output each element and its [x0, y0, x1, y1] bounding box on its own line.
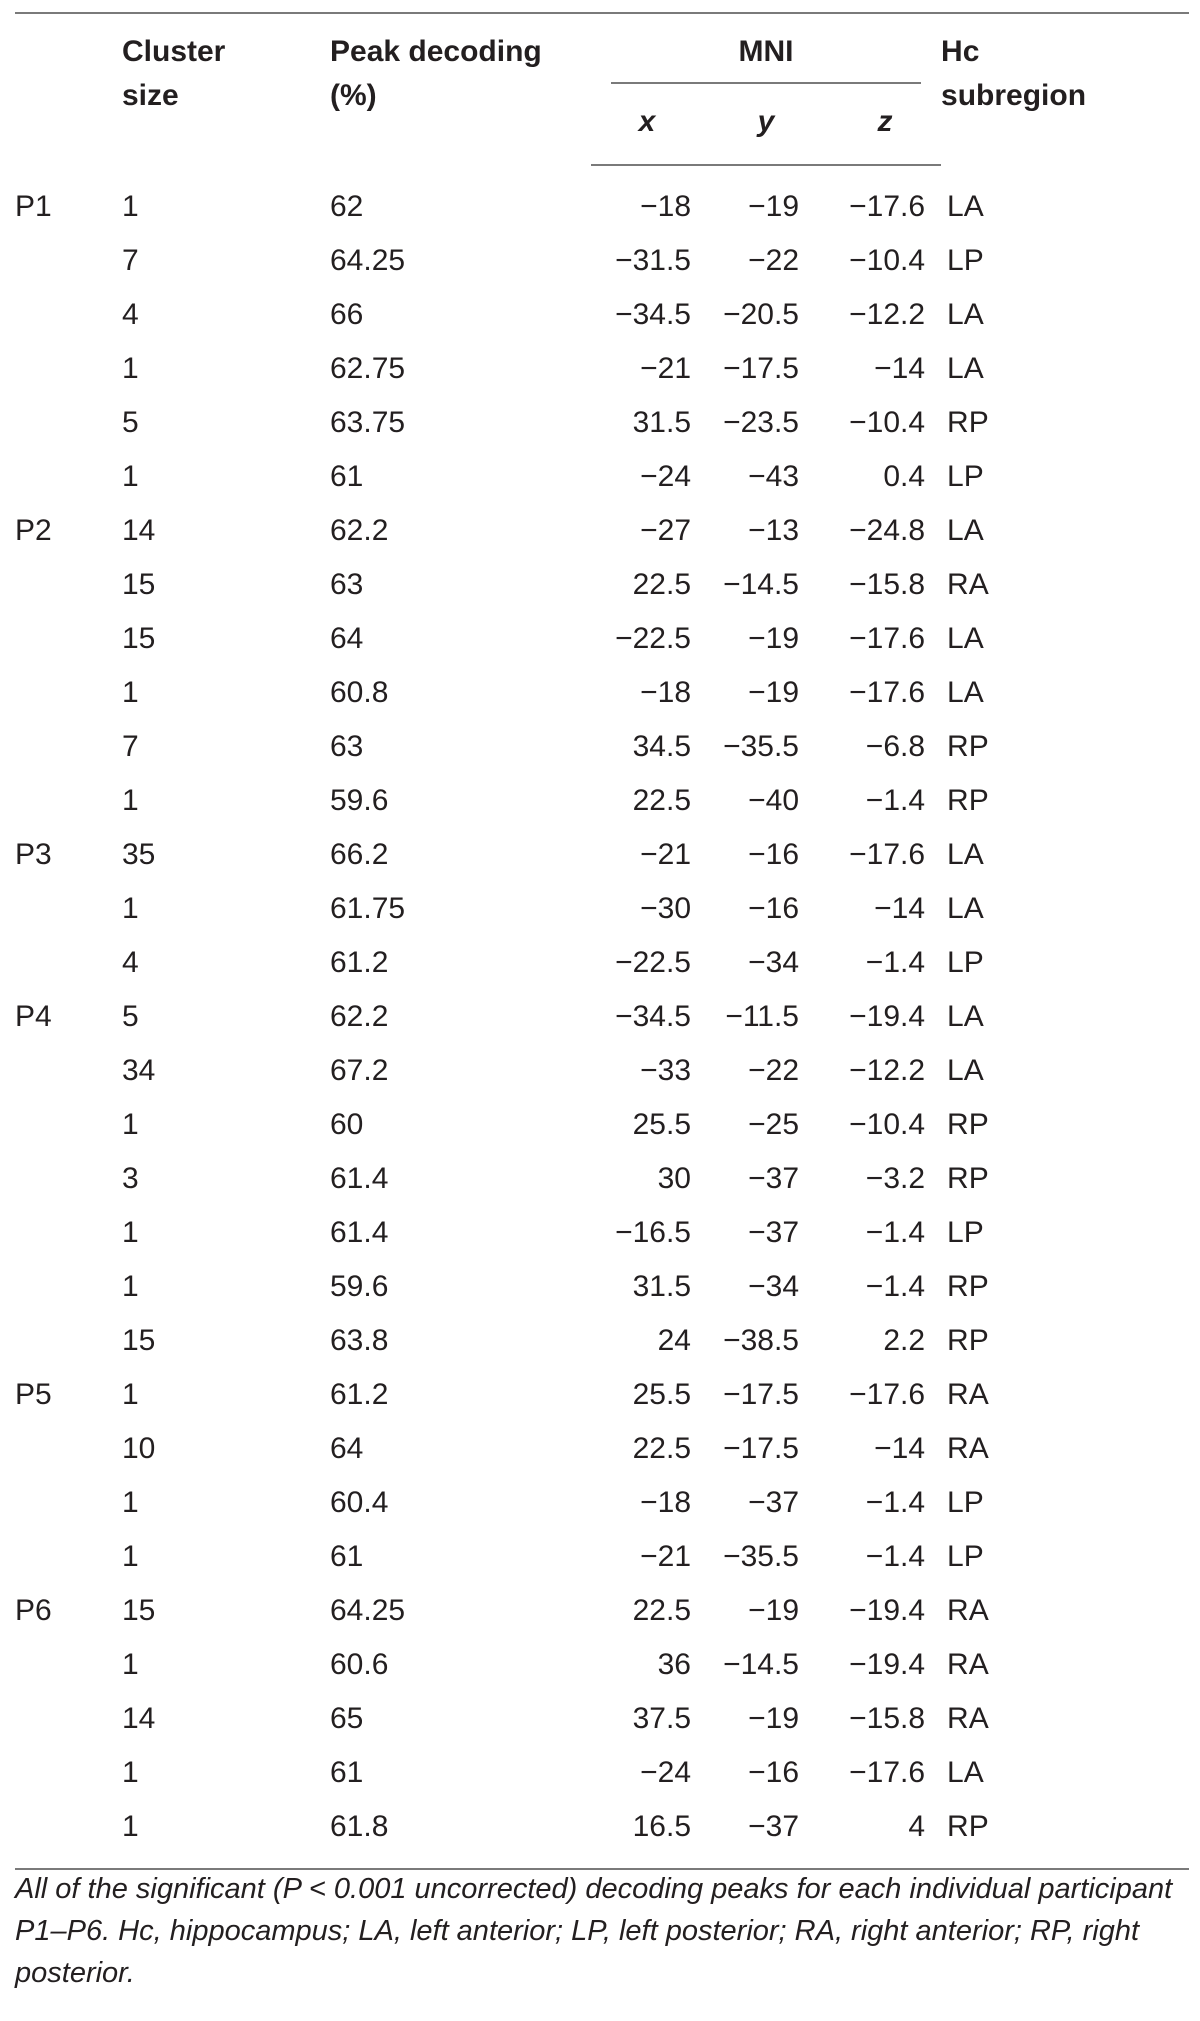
cell-peak-decoding: 62.2: [330, 1000, 389, 1033]
cell-peak-decoding: 64: [330, 622, 364, 655]
cell-mni-z: 0.4: [883, 460, 926, 493]
cell-participant: P4: [15, 1000, 52, 1033]
cell-participant: [15, 450, 120, 504]
cell-participant: P5: [15, 1378, 52, 1411]
cell-mni-x: 24: [657, 1324, 691, 1357]
cell-participant: P1: [15, 189, 52, 223]
table-row: [15, 450, 1189, 504]
cell-hc-subregion: LA: [947, 1054, 984, 1087]
cell-hc-subregion: RA: [947, 1594, 989, 1627]
cell-cluster-size: 1: [122, 784, 139, 817]
cell-mni-z: −1.4: [865, 946, 926, 979]
table-row: [15, 1260, 1189, 1314]
cell-mni-y: −40: [748, 784, 799, 817]
header-participant: [15, 13, 120, 165]
cell-peak-decoding: 60.4: [330, 1486, 389, 1519]
cell-mni-x: 36: [657, 1648, 691, 1681]
cell-mni-x: 22.5: [632, 784, 691, 817]
cell-hc-subregion: LP: [947, 1216, 984, 1249]
cell-hc-subregion: LA: [947, 892, 984, 925]
cell-mni-y: −17.5: [723, 352, 799, 385]
table-row: [15, 1746, 1189, 1800]
cell-peak-decoding: 61: [330, 1540, 364, 1573]
cell-hc-subregion: LA: [947, 676, 984, 709]
cell-peak-decoding: 64.25: [330, 1594, 406, 1627]
cell-peak-decoding: 67.2: [330, 1054, 389, 1087]
cell-mni-y: −35.5: [723, 730, 799, 763]
table-row: [15, 1368, 1189, 1422]
cell-hc-subregion: LA: [947, 1000, 984, 1033]
cell-mni-x: 31.5: [632, 1270, 691, 1303]
table-row: [15, 774, 1189, 828]
cell-cluster-size: 1: [122, 352, 139, 385]
cell-mni-z: −17.6: [849, 622, 926, 655]
header-peak-decoding-label: Peak decoding (%): [330, 35, 542, 112]
cell-mni-z: −3.2: [865, 1162, 926, 1195]
cell-mni-y: −16: [748, 1756, 799, 1789]
cell-participant: [15, 1530, 120, 1584]
table-row: [15, 1422, 1189, 1476]
table-row: [15, 1584, 1189, 1638]
cell-peak-decoding: 61: [330, 460, 364, 493]
cell-participant: [15, 288, 120, 342]
cell-mni-y: −19: [748, 622, 799, 655]
cell-participant: [15, 1152, 120, 1206]
cell-hc-subregion: LP: [947, 1540, 984, 1573]
cell-mni-z: −15.8: [849, 568, 926, 601]
cell-peak-decoding: 61.8: [330, 1800, 591, 1869]
cell-participant: [15, 882, 120, 936]
cell-mni-z: −14: [874, 892, 926, 925]
cell-cluster-size: 10: [122, 1432, 156, 1465]
cell-mni-x: 22.5: [632, 1594, 691, 1627]
cell-mni-y: −16: [748, 838, 799, 871]
cell-cluster-size: 1: [122, 1108, 139, 1141]
cell-peak-decoding: 60.6: [330, 1648, 389, 1681]
header-cluster-size: [120, 13, 330, 165]
cell-cluster-size: 4: [122, 298, 139, 331]
cell-participant: [15, 558, 120, 612]
header-mni: [591, 13, 941, 84]
cell-mni-z: −19.4: [849, 1648, 926, 1681]
cell-hc-subregion: RA: [947, 1702, 989, 1735]
cell-mni-y: −37: [748, 1216, 799, 1249]
cell-hc-subregion: LA: [947, 352, 984, 385]
cell-mni-x: −21: [640, 838, 691, 871]
table-header: [15, 13, 1189, 165]
cell-mni-x: −18: [640, 190, 691, 223]
cell-mni-y: −37: [748, 1486, 799, 1519]
cell-peak-decoding: 61.75: [330, 892, 406, 925]
cell-cluster-size: 5: [122, 406, 139, 439]
cell-cluster-size: 15: [122, 622, 156, 655]
cell-cluster-size: 15: [122, 1324, 156, 1357]
table-row: [15, 936, 1189, 990]
cell-peak-decoding: 66: [330, 298, 364, 331]
cell-mni-z: −19.4: [849, 1000, 926, 1033]
cell-mni-x: −31.5: [615, 244, 691, 277]
cell-hc-subregion: RP: [947, 784, 989, 817]
cell-hc-subregion: RP: [947, 730, 989, 763]
cell-participant: [15, 936, 120, 990]
table-row: [15, 1530, 1189, 1584]
cell-peak-decoding: 64.25: [330, 244, 406, 277]
cell-mni-z: −1.4: [865, 1540, 926, 1573]
cell-participant: [15, 666, 120, 720]
cell-participant: [15, 234, 120, 288]
cell-peak-decoding: 60: [330, 1108, 364, 1141]
cell-hc-subregion: LA: [947, 514, 984, 547]
cell-cluster-size: 1: [122, 1648, 139, 1681]
header-y: y: [703, 84, 829, 165]
cell-mni-y: −14.5: [723, 1648, 799, 1681]
header-hc-subregion: [941, 13, 1189, 165]
cell-peak-decoding: 65: [330, 1702, 364, 1735]
cell-peak-decoding: 64: [330, 1432, 364, 1465]
cell-mni-z: −10.4: [849, 1108, 926, 1141]
cell-participant: [15, 1044, 120, 1098]
cell-mni-y: −37: [703, 1800, 829, 1869]
cell-mni-x: −24: [640, 460, 691, 493]
table-row: [15, 1206, 1189, 1260]
table-row: [15, 165, 1189, 234]
cell-peak-decoding: 62: [330, 189, 364, 223]
cell-mni-z: −1.4: [865, 1216, 926, 1249]
cell-hc-subregion: LA: [947, 622, 984, 655]
cell-mni-z: 2.2: [883, 1324, 926, 1357]
table-row: [15, 288, 1189, 342]
cell-mni-z: −10.4: [849, 406, 926, 439]
table-row: [15, 828, 1189, 882]
cell-cluster-size: 1: [122, 1216, 139, 1249]
cell-hc-subregion: LP: [947, 460, 984, 493]
cell-mni-x: −21: [640, 352, 691, 385]
header-z: z: [829, 84, 941, 165]
cell-mni-z: −17.6: [849, 676, 926, 709]
cell-participant: [15, 1746, 120, 1800]
table-row: [15, 342, 1189, 396]
cell-hc-subregion: LA: [947, 1756, 984, 1789]
table-footnote: All of the significant (P < 0.001 uncorrected) decoding peaks for each individual participant P1–P6. Hc, hippocampus; LA, left anterior; LP, left posterior; RA, right anterior; RP, right posterior.: [15, 1873, 1173, 1989]
cell-cluster-size: 35: [122, 838, 156, 871]
cell-mni-z: 4: [829, 1800, 941, 1869]
cell-peak-decoding: 61.4: [330, 1162, 389, 1195]
cell-cluster-size: 7: [122, 244, 139, 277]
cell-cluster-size: 1: [122, 1756, 139, 1789]
table-row: [15, 1044, 1189, 1098]
table-row: [15, 1314, 1189, 1368]
cell-mni-y: −19: [748, 190, 799, 223]
cell-mni-y: −37: [748, 1162, 799, 1195]
cell-participant: P3: [15, 838, 52, 871]
cell-participant: [15, 774, 120, 828]
cell-peak-decoding: 62.75: [330, 352, 406, 385]
cell-peak-decoding: 61.2: [330, 946, 389, 979]
cell-cluster-size: 14: [122, 514, 156, 547]
table-row: [15, 612, 1189, 666]
cell-mni-z: −15.8: [849, 1702, 926, 1735]
table-body: [15, 165, 1189, 1869]
cell-mni-z: −10.4: [849, 244, 926, 277]
cell-mni-z: −14: [874, 352, 926, 385]
cell-participant: [15, 396, 120, 450]
cell-peak-decoding: 63.8: [330, 1324, 389, 1357]
cell-mni-y: −38.5: [723, 1324, 799, 1357]
cell-cluster-size: 7: [122, 730, 139, 763]
cell-mni-y: −16: [748, 892, 799, 925]
cell-mni-z: −24.8: [849, 514, 926, 547]
cell-peak-decoding: 63: [330, 730, 364, 763]
table-row: [15, 396, 1189, 450]
table-row: [15, 1800, 1189, 1869]
cell-cluster-size: 3: [122, 1162, 139, 1195]
cell-participant: [15, 1692, 120, 1746]
cell-hc-subregion: RA: [947, 1648, 989, 1681]
cell-mni-z: −6.8: [865, 730, 926, 763]
cell-participant: [15, 342, 120, 396]
cell-mni-z: −17.6: [849, 1756, 926, 1789]
cell-peak-decoding: 59.6: [330, 1270, 389, 1303]
cell-mni-x: 22.5: [632, 568, 691, 601]
cell-mni-x: −24: [640, 1756, 691, 1789]
cell-peak-decoding: 61.2: [330, 1378, 389, 1411]
cell-cluster-size: 15: [122, 568, 156, 601]
cell-participant: [15, 720, 120, 774]
cell-cluster-size: 1: [122, 1378, 139, 1411]
cell-mni-x: 34.5: [632, 730, 691, 763]
cell-mni-z: −17.6: [849, 838, 926, 871]
cell-cluster-size: 1: [122, 460, 139, 493]
cell-mni-y: −43: [748, 460, 799, 493]
cell-mni-y: −14.5: [723, 568, 799, 601]
cell-mni-y: −23.5: [723, 406, 799, 439]
cell-mni-x: 25.5: [632, 1108, 691, 1141]
cell-mni-z: −1.4: [865, 784, 926, 817]
cell-hc-subregion: RP: [947, 406, 989, 439]
cell-mni-x: −16.5: [615, 1216, 691, 1249]
cell-mni-y: −17.5: [723, 1378, 799, 1411]
cell-peak-decoding: 62.2: [330, 514, 389, 547]
cell-cluster-size: 15: [122, 1594, 156, 1627]
cell-mni-z: −17.6: [849, 190, 926, 223]
cell-mni-x: 16.5: [591, 1800, 703, 1869]
cell-mni-x: 25.5: [632, 1378, 691, 1411]
cell-mni-y: −11.5: [725, 1000, 799, 1033]
cell-cluster-size: 5: [122, 1000, 139, 1033]
cell-hc-subregion: LP: [947, 1486, 984, 1519]
cell-cluster-size: 1: [122, 1486, 139, 1519]
cell-cluster-size: 1: [122, 892, 139, 925]
cell-cluster-size: 1: [120, 1800, 330, 1869]
cell-mni-x: −22.5: [615, 946, 691, 979]
header-x: x: [591, 84, 703, 165]
table-row: [15, 1638, 1189, 1692]
cell-participant: [15, 1260, 120, 1314]
cell-mni-x: −33: [640, 1054, 691, 1087]
cell-participant: [15, 1638, 120, 1692]
cell-cluster-size: 1: [122, 189, 139, 223]
header-peak-decoding: [330, 13, 591, 165]
cell-mni-y: −20.5: [723, 298, 799, 331]
cell-hc-subregion: LP: [947, 946, 984, 979]
cell-hc-subregion: RA: [947, 1432, 989, 1465]
cell-mni-x: −34.5: [615, 298, 691, 331]
cell-mni-x: −30: [640, 892, 691, 925]
cell-peak-decoding: 61.4: [330, 1216, 389, 1249]
cell-hc-subregion: RP: [947, 1108, 989, 1141]
cell-mni-y: −22: [748, 244, 799, 277]
table-row: [15, 666, 1189, 720]
cell-cluster-size: 1: [122, 1270, 139, 1303]
table-row: [15, 1692, 1189, 1746]
cell-mni-z: −19.4: [849, 1594, 926, 1627]
cell-peak-decoding: 61: [330, 1756, 364, 1789]
table-row: [15, 234, 1189, 288]
table-row: [15, 1152, 1189, 1206]
cell-participant: [15, 1800, 120, 1869]
cell-mni-x: 30: [657, 1162, 691, 1195]
cell-cluster-size: 34: [122, 1054, 156, 1087]
table-row: [15, 1476, 1189, 1530]
cell-participant: [15, 612, 120, 666]
cell-hc-subregion: LP: [947, 244, 984, 277]
cell-mni-x: −21: [640, 1540, 691, 1573]
cell-hc-subregion: RP: [947, 1162, 989, 1195]
cell-mni-x: 22.5: [632, 1432, 691, 1465]
cell-peak-decoding: 63: [330, 568, 364, 601]
cell-mni-y: −17.5: [723, 1432, 799, 1465]
cell-participant: [15, 1098, 120, 1152]
cell-mni-z: −17.6: [849, 1378, 926, 1411]
table-row: [15, 720, 1189, 774]
cell-hc-subregion: RP: [947, 1324, 989, 1357]
cell-hc-subregion: RA: [947, 568, 989, 601]
cell-mni-z: −14: [874, 1432, 926, 1465]
cell-participant: P2: [15, 514, 52, 547]
cell-mni-y: −13: [748, 514, 799, 547]
cell-peak-decoding: 63.75: [330, 406, 406, 439]
cell-mni-y: −34: [748, 946, 799, 979]
cell-participant: [15, 1206, 120, 1260]
cell-hc-subregion: RP: [947, 1270, 989, 1303]
cell-mni-y: −35.5: [723, 1540, 799, 1573]
cell-peak-decoding: 66.2: [330, 838, 389, 871]
cell-participant: P6: [15, 1594, 52, 1627]
cell-participant: [15, 1476, 120, 1530]
cell-hc-subregion: LA: [947, 838, 984, 871]
cell-cluster-size: 14: [122, 1702, 156, 1735]
header-cluster-size-label: Cluster size: [122, 35, 226, 112]
cell-mni-x: −18: [640, 1486, 691, 1519]
header-mni-label: MNI: [738, 35, 794, 68]
header-row: [15, 13, 1189, 84]
cell-participant: [15, 1422, 120, 1476]
cell-mni-z: −12.2: [849, 298, 926, 331]
cell-mni-y: −34: [748, 1270, 799, 1303]
cell-mni-y: −25: [748, 1108, 799, 1141]
cell-hc-subregion: LA: [947, 189, 984, 223]
cell-mni-z: −1.4: [865, 1486, 926, 1519]
cell-mni-y: −19: [748, 1594, 799, 1627]
cell-mni-z: −1.4: [865, 1270, 926, 1303]
cell-peak-decoding: 60.8: [330, 676, 389, 709]
table-row: [15, 990, 1189, 1044]
cell-hc-subregion: RA: [947, 1378, 989, 1411]
cell-mni-x: 31.5: [632, 406, 691, 439]
cell-cluster-size: 1: [122, 676, 139, 709]
cell-peak-decoding: 59.6: [330, 784, 389, 817]
results-table: [15, 12, 1189, 1870]
cell-mni-x: −22.5: [615, 622, 691, 655]
table-row: [15, 558, 1189, 612]
table-row: [15, 1098, 1189, 1152]
cell-mni-y: −19: [748, 1702, 799, 1735]
table-row: [15, 504, 1189, 558]
cell-hc-subregion: LA: [947, 298, 984, 331]
header-hc-subregion-label: Hc subregion: [941, 35, 1087, 112]
cell-mni-z: −12.2: [849, 1054, 926, 1087]
cell-mni-x: −18: [640, 676, 691, 709]
cell-mni-y: −22: [748, 1054, 799, 1087]
cell-mni-x: −34.5: [615, 1000, 691, 1033]
cell-hc-subregion: RP: [941, 1800, 1189, 1869]
table-row: [15, 882, 1189, 936]
cell-participant: [15, 1314, 120, 1368]
cell-cluster-size: 4: [122, 946, 139, 979]
cell-cluster-size: 1: [122, 1540, 139, 1573]
cell-mni-y: −19: [748, 676, 799, 709]
cell-mni-x: 37.5: [632, 1702, 691, 1735]
cell-mni-x: −27: [640, 514, 691, 547]
